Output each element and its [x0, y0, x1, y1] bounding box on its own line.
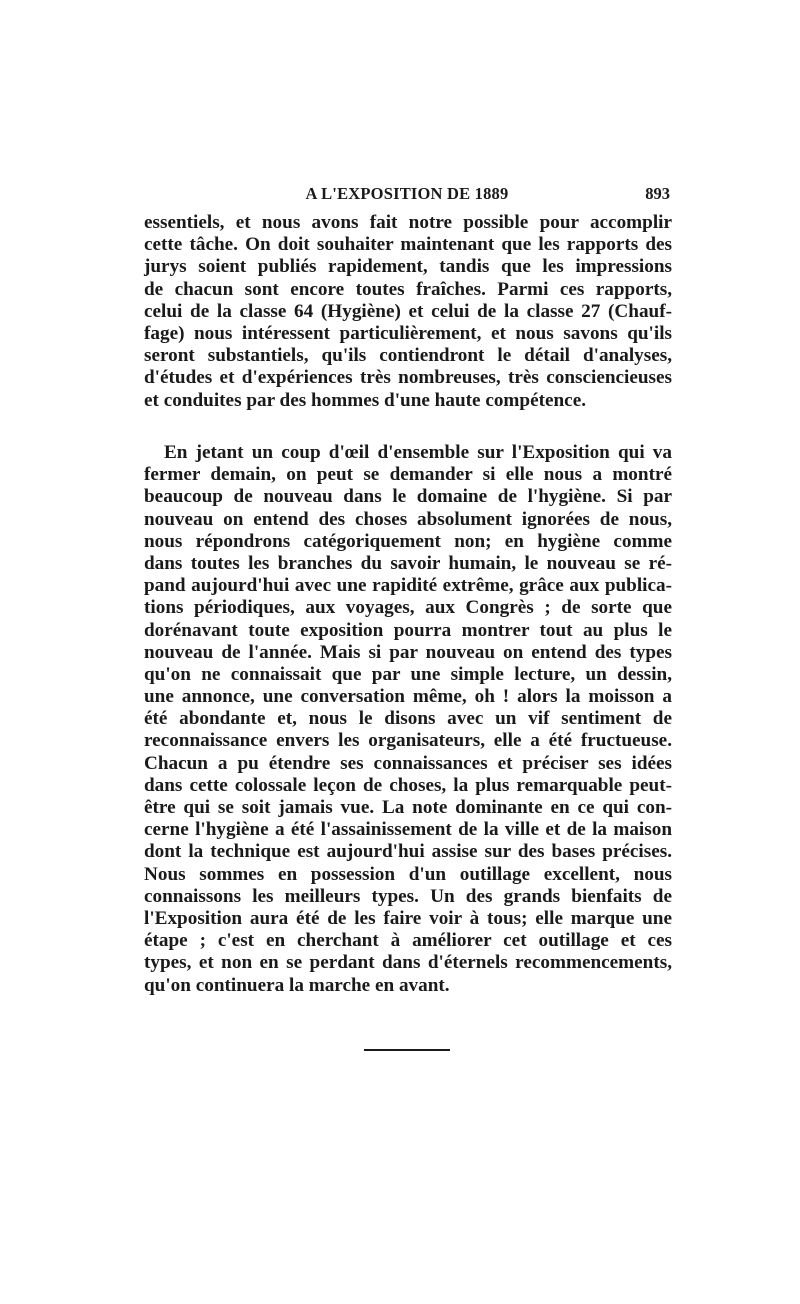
text-line: essentiels, et nous avons fait notre possible pour accomplir [144, 212, 672, 233]
text-line: connaissons les meilleurs types. Un des grands bienfaits de [144, 885, 672, 907]
text-line: nouveau on entend des choses absolument ignorées de nous, [144, 508, 672, 530]
text-line: nouveau de l'année. Mais si par nouveau on entend des types [144, 641, 672, 663]
end-rule [364, 1049, 450, 1051]
text-line: étape ; c'est en cherchant à améliorer cet outillage et ces [144, 930, 672, 952]
text-line: dorénavant toute exposition pourra montrer tout au plus le [144, 619, 672, 641]
text-line: tions périodiques, aux voyages, aux Congrès ; de sorte que [144, 597, 672, 619]
text-line: celui de la classe 64 (Hygiène) et celui de la classe 27 (Chauf- [144, 300, 672, 322]
text-line: été abondante et, nous le disons avec un vif sentiment de [144, 708, 672, 730]
text-line: pand aujourd'hui avec une rapidité extrême, grâce aux publica- [144, 575, 672, 597]
running-header [144, 184, 670, 208]
text-line: cerne l'hygiène a été l'assainissement de la ville et de la maison [144, 819, 672, 841]
text-line: types, et non en se perdant dans d'éternels recommencements, [144, 952, 672, 974]
paragraph-2 [144, 442, 672, 997]
text-line: qu'on ne connaissait que par une simple lecture, un dessin, [144, 663, 672, 685]
text-line: beaucoup de nouveau dans le domaine de l'hygiène. Si par [144, 486, 672, 508]
text-line: d'études et d'expériences très nombreuses, très consciencieuses [144, 367, 672, 389]
paragraph-1 [144, 212, 672, 412]
text-line: reconnaissance envers les organisateurs, elle a été fructueuse. [144, 730, 672, 752]
text-line: cette tâche. On doit souhaiter maintenant que les rapports des [144, 234, 672, 256]
text-line: En jetant un coup d'œil d'ensemble sur l'Exposition qui va [164, 442, 672, 463]
text-line: dont la technique est aujourd'hui assise sur des bases précises. [144, 841, 672, 863]
text-line: dans toutes les branches du savoir humain, le nouveau se ré- [144, 552, 672, 574]
text-line: nous répondrons catégoriquement non; en hygiène comme [144, 530, 672, 552]
text-line: qu'on continuera la marche en avant. [144, 974, 450, 996]
text-line: une annonce, une conversation même, oh ! alors la moisson a [144, 686, 672, 708]
page-number: 893 [645, 184, 670, 203]
text-line: fermer demain, on peut se demander si elle nous a montré [144, 464, 672, 486]
text-line: l'Exposition aura été de les faire voir à tous; elle marque une [144, 907, 672, 929]
running-title: A L'EXPOSITION DE 1889 [305, 184, 509, 203]
text-line: jurys soient publiés rapidement, tandis que les impressions [144, 256, 672, 278]
text-line: dans cette colossale leçon de choses, la plus remarquable peut- [144, 774, 672, 796]
text-line: seront substantiels, qu'ils contiendront le détail d'analyses, [144, 345, 672, 367]
text-line: de chacun sont encore toutes fraîches. Parmi ces rapports, [144, 278, 672, 300]
text-line: Nous sommes en possession d'un outillage excellent, nous [144, 863, 672, 885]
text-line: être qui se soit jamais vue. La note dominante en ce qui con- [144, 797, 672, 818]
text-line: et conduites par des hommes d'une haute compétence. [144, 389, 587, 411]
text-line: fage) nous intéressent particulièrement, et nous savons qu'ils [144, 322, 672, 344]
text-line: Chacun a pu étendre ses connaissances et préciser ses idées [144, 752, 672, 774]
